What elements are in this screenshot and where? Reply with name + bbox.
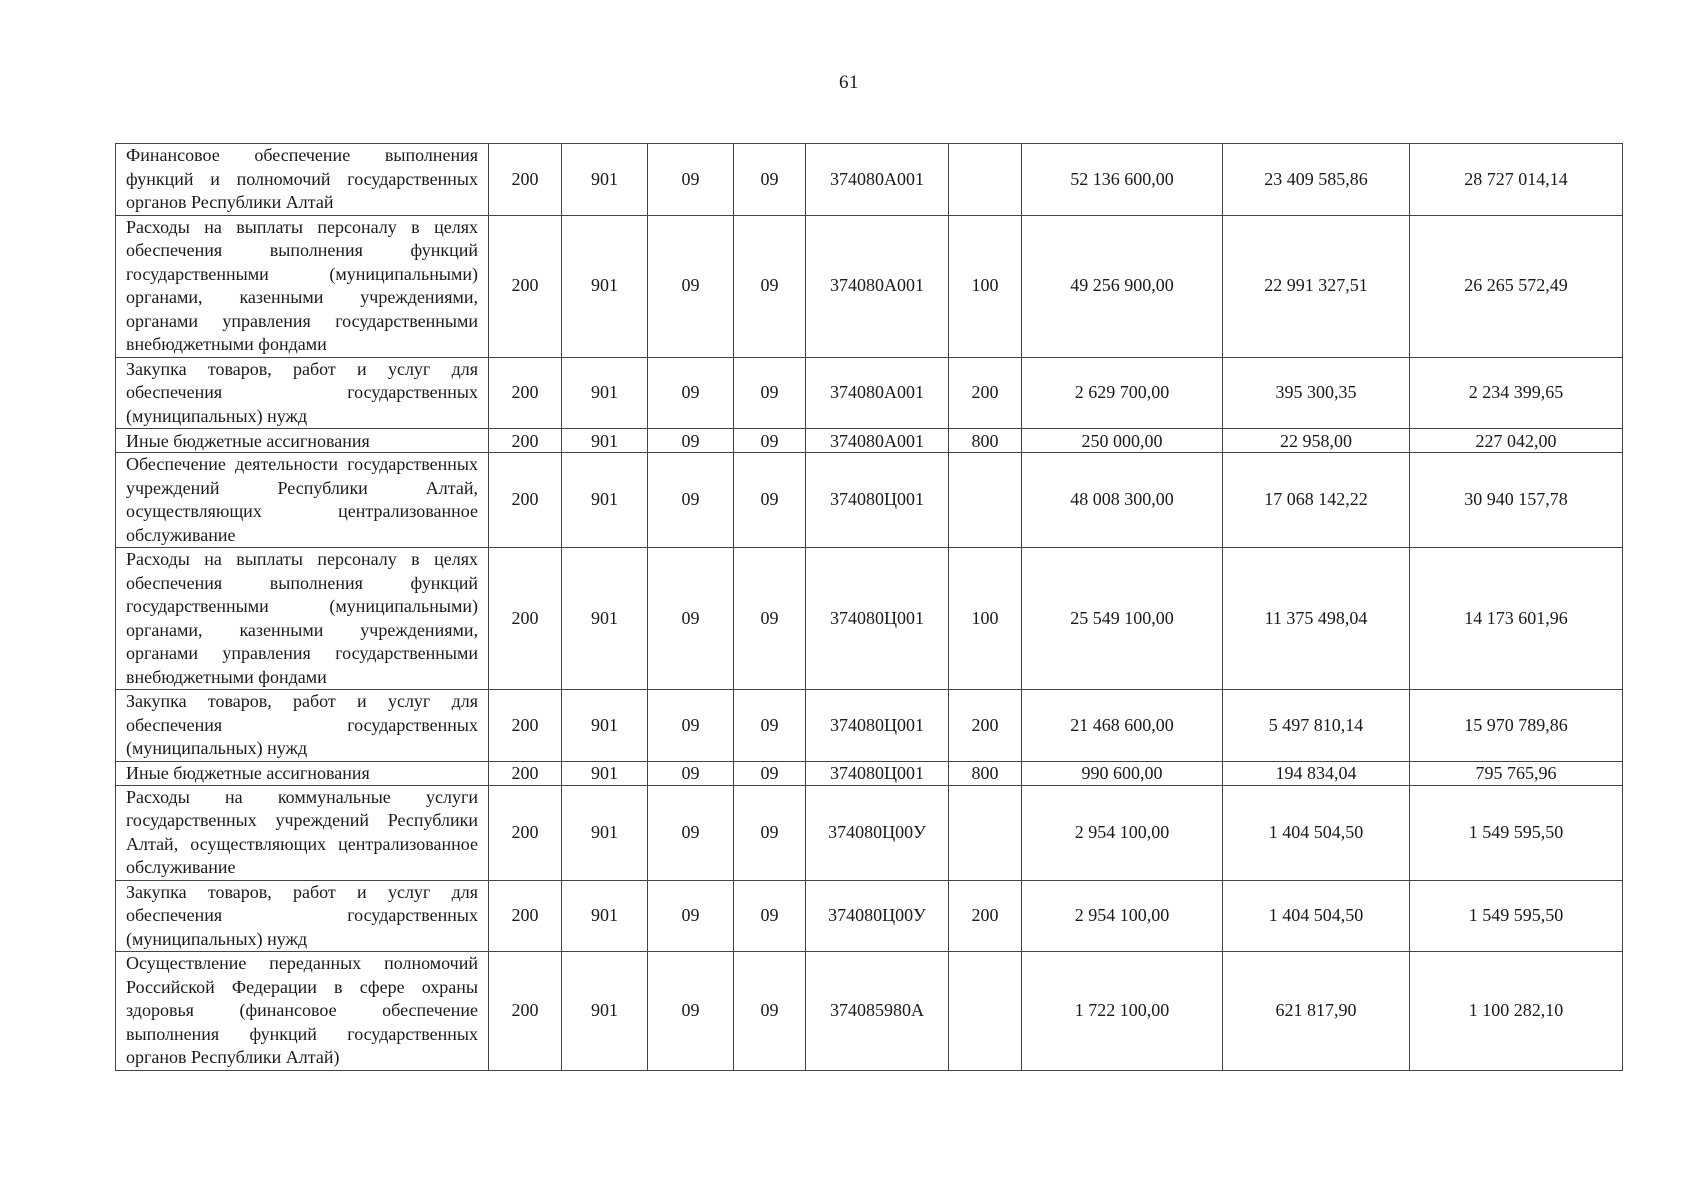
- row-executed-amount: 5 497 810,14: [1223, 690, 1410, 762]
- row-section-code: 09: [648, 880, 734, 952]
- row-description: Расходы на коммунальные услуги государственных учреждений Республики Алтай, осуществляющих централизованное обслуживание: [116, 785, 489, 880]
- row-remainder-amount: 1 100 282,10: [1410, 952, 1623, 1071]
- table-body: [116, 144, 1623, 1071]
- row-subsection-code: 09: [734, 785, 806, 880]
- row-executed-amount: 23 409 585,86: [1223, 144, 1410, 216]
- row-expense-type: [949, 144, 1022, 216]
- row-ministry-code: 901: [562, 144, 648, 216]
- row-admin-code: 200: [489, 690, 562, 762]
- row-section-code: 09: [648, 144, 734, 216]
- row-plan-amount: 2 954 100,00: [1022, 785, 1223, 880]
- table-row: [116, 453, 1623, 548]
- row-section-code: 09: [648, 952, 734, 1071]
- row-description: Иные бюджетные ассигнования: [116, 429, 489, 453]
- row-executed-amount: 1 404 504,50: [1223, 880, 1410, 952]
- page-number: 61: [839, 72, 859, 93]
- row-target-code: 374080Ц00У: [806, 880, 949, 952]
- row-target-code: 374080Ц001: [806, 453, 949, 548]
- row-remainder-amount: 14 173 601,96: [1410, 548, 1623, 690]
- row-target-code: 374085980А: [806, 952, 949, 1071]
- row-section-code: 09: [648, 548, 734, 690]
- row-description: Финансовое обеспечение выполнения функций и полномочий государственных органов Республики Алтай: [116, 144, 489, 216]
- row-expense-type: 200: [949, 690, 1022, 762]
- row-ministry-code: 901: [562, 429, 648, 453]
- row-executed-amount: 17 068 142,22: [1223, 453, 1410, 548]
- row-target-code: 374080А001: [806, 357, 949, 429]
- row-plan-amount: 48 008 300,00: [1022, 453, 1223, 548]
- row-plan-amount: 25 549 100,00: [1022, 548, 1223, 690]
- row-section-code: 09: [648, 785, 734, 880]
- row-plan-amount: 49 256 900,00: [1022, 215, 1223, 357]
- row-subsection-code: 09: [734, 429, 806, 453]
- row-description: Обеспечение деятельности государственных учреждений Республики Алтай, осуществляющих централизованное обслуживание: [116, 453, 489, 548]
- row-remainder-amount: 30 940 157,78: [1410, 453, 1623, 548]
- row-admin-code: 200: [489, 215, 562, 357]
- row-plan-amount: 2 629 700,00: [1022, 357, 1223, 429]
- table-row: [116, 357, 1623, 429]
- row-plan-amount: 250 000,00: [1022, 429, 1223, 453]
- row-target-code: 374080Ц00У: [806, 785, 949, 880]
- row-remainder-amount: 1 549 595,50: [1410, 880, 1623, 952]
- row-expense-type: 800: [949, 761, 1022, 785]
- row-executed-amount: 194 834,04: [1223, 761, 1410, 785]
- row-section-code: 09: [648, 429, 734, 453]
- row-subsection-code: 09: [734, 761, 806, 785]
- row-expense-type: [949, 785, 1022, 880]
- row-expense-type: 100: [949, 215, 1022, 357]
- row-ministry-code: 901: [562, 785, 648, 880]
- row-remainder-amount: 28 727 014,14: [1410, 144, 1623, 216]
- row-plan-amount: 990 600,00: [1022, 761, 1223, 785]
- row-description: Осуществление переданных полномочий Российской Федерации в сфере охраны здоровья (финансовое обеспечение выполнения функций государственных органов Республики Алтай): [116, 952, 489, 1071]
- table-row: [116, 690, 1623, 762]
- row-section-code: 09: [648, 690, 734, 762]
- row-executed-amount: 621 817,90: [1223, 952, 1410, 1071]
- row-ministry-code: 901: [562, 357, 648, 429]
- row-description: Иные бюджетные ассигнования: [116, 761, 489, 785]
- row-admin-code: 200: [489, 357, 562, 429]
- row-section-code: 09: [648, 453, 734, 548]
- row-admin-code: 200: [489, 144, 562, 216]
- row-description: Закупка товаров, работ и услуг для обеспечения государственных (муниципальных) нужд: [116, 690, 489, 762]
- row-description: Расходы на выплаты персоналу в целях обеспечения выполнения функций государственными (муниципальными) органами, казенными учреждениями, органами управления государственными внебюджетными фондами: [116, 548, 489, 690]
- row-ministry-code: 901: [562, 880, 648, 952]
- row-admin-code: 200: [489, 880, 562, 952]
- row-expense-type: 100: [949, 548, 1022, 690]
- table-row: [116, 880, 1623, 952]
- row-target-code: 374080Ц001: [806, 690, 949, 762]
- row-ministry-code: 901: [562, 215, 648, 357]
- row-subsection-code: 09: [734, 215, 806, 357]
- row-subsection-code: 09: [734, 690, 806, 762]
- row-subsection-code: 09: [734, 453, 806, 548]
- table-row: [116, 548, 1623, 690]
- row-executed-amount: 11 375 498,04: [1223, 548, 1410, 690]
- row-target-code: 374080А001: [806, 429, 949, 453]
- row-plan-amount: 21 468 600,00: [1022, 690, 1223, 762]
- table-row: [116, 215, 1623, 357]
- row-ministry-code: 901: [562, 952, 648, 1071]
- row-executed-amount: 1 404 504,50: [1223, 785, 1410, 880]
- row-section-code: 09: [648, 215, 734, 357]
- row-target-code: 374080Ц001: [806, 548, 949, 690]
- row-section-code: 09: [648, 761, 734, 785]
- row-ministry-code: 901: [562, 548, 648, 690]
- row-target-code: 374080А001: [806, 215, 949, 357]
- table-row: [116, 429, 1623, 453]
- row-plan-amount: 1 722 100,00: [1022, 952, 1223, 1071]
- table-row: [116, 761, 1623, 785]
- row-subsection-code: 09: [734, 357, 806, 429]
- row-expense-type: [949, 952, 1022, 1071]
- row-executed-amount: 22 958,00: [1223, 429, 1410, 453]
- row-target-code: 374080Ц001: [806, 761, 949, 785]
- table-row: [116, 785, 1623, 880]
- row-admin-code: 200: [489, 429, 562, 453]
- row-expense-type: [949, 453, 1022, 548]
- row-executed-amount: 395 300,35: [1223, 357, 1410, 429]
- row-admin-code: 200: [489, 548, 562, 690]
- budget-table: [115, 143, 1623, 1071]
- row-admin-code: 200: [489, 453, 562, 548]
- row-remainder-amount: 795 765,96: [1410, 761, 1623, 785]
- row-admin-code: 200: [489, 785, 562, 880]
- row-expense-type: 800: [949, 429, 1022, 453]
- row-subsection-code: 09: [734, 880, 806, 952]
- row-description: Закупка товаров, работ и услуг для обеспечения государственных (муниципальных) нужд: [116, 357, 489, 429]
- row-remainder-amount: 1 549 595,50: [1410, 785, 1623, 880]
- row-executed-amount: 22 991 327,51: [1223, 215, 1410, 357]
- row-ministry-code: 901: [562, 690, 648, 762]
- table-row: [116, 144, 1623, 216]
- row-plan-amount: 2 954 100,00: [1022, 880, 1223, 952]
- row-description: Расходы на выплаты персоналу в целях обеспечения выполнения функций государственными (муниципальными) органами, казенными учреждениями, органами управления государственными внебюджетными фондами: [116, 215, 489, 357]
- table-row: [116, 952, 1623, 1071]
- row-subsection-code: 09: [734, 144, 806, 216]
- row-section-code: 09: [648, 357, 734, 429]
- row-ministry-code: 901: [562, 761, 648, 785]
- row-expense-type: 200: [949, 357, 1022, 429]
- row-remainder-amount: 2 234 399,65: [1410, 357, 1623, 429]
- row-description: Закупка товаров, работ и услуг для обеспечения государственных (муниципальных) нужд: [116, 880, 489, 952]
- row-plan-amount: 52 136 600,00: [1022, 144, 1223, 216]
- row-admin-code: 200: [489, 761, 562, 785]
- row-admin-code: 200: [489, 952, 562, 1071]
- row-subsection-code: 09: [734, 548, 806, 690]
- row-subsection-code: 09: [734, 952, 806, 1071]
- row-remainder-amount: 15 970 789,86: [1410, 690, 1623, 762]
- row-ministry-code: 901: [562, 453, 648, 548]
- row-target-code: 374080А001: [806, 144, 949, 216]
- row-remainder-amount: 26 265 572,49: [1410, 215, 1623, 357]
- row-remainder-amount: 227 042,00: [1410, 429, 1623, 453]
- row-expense-type: 200: [949, 880, 1022, 952]
